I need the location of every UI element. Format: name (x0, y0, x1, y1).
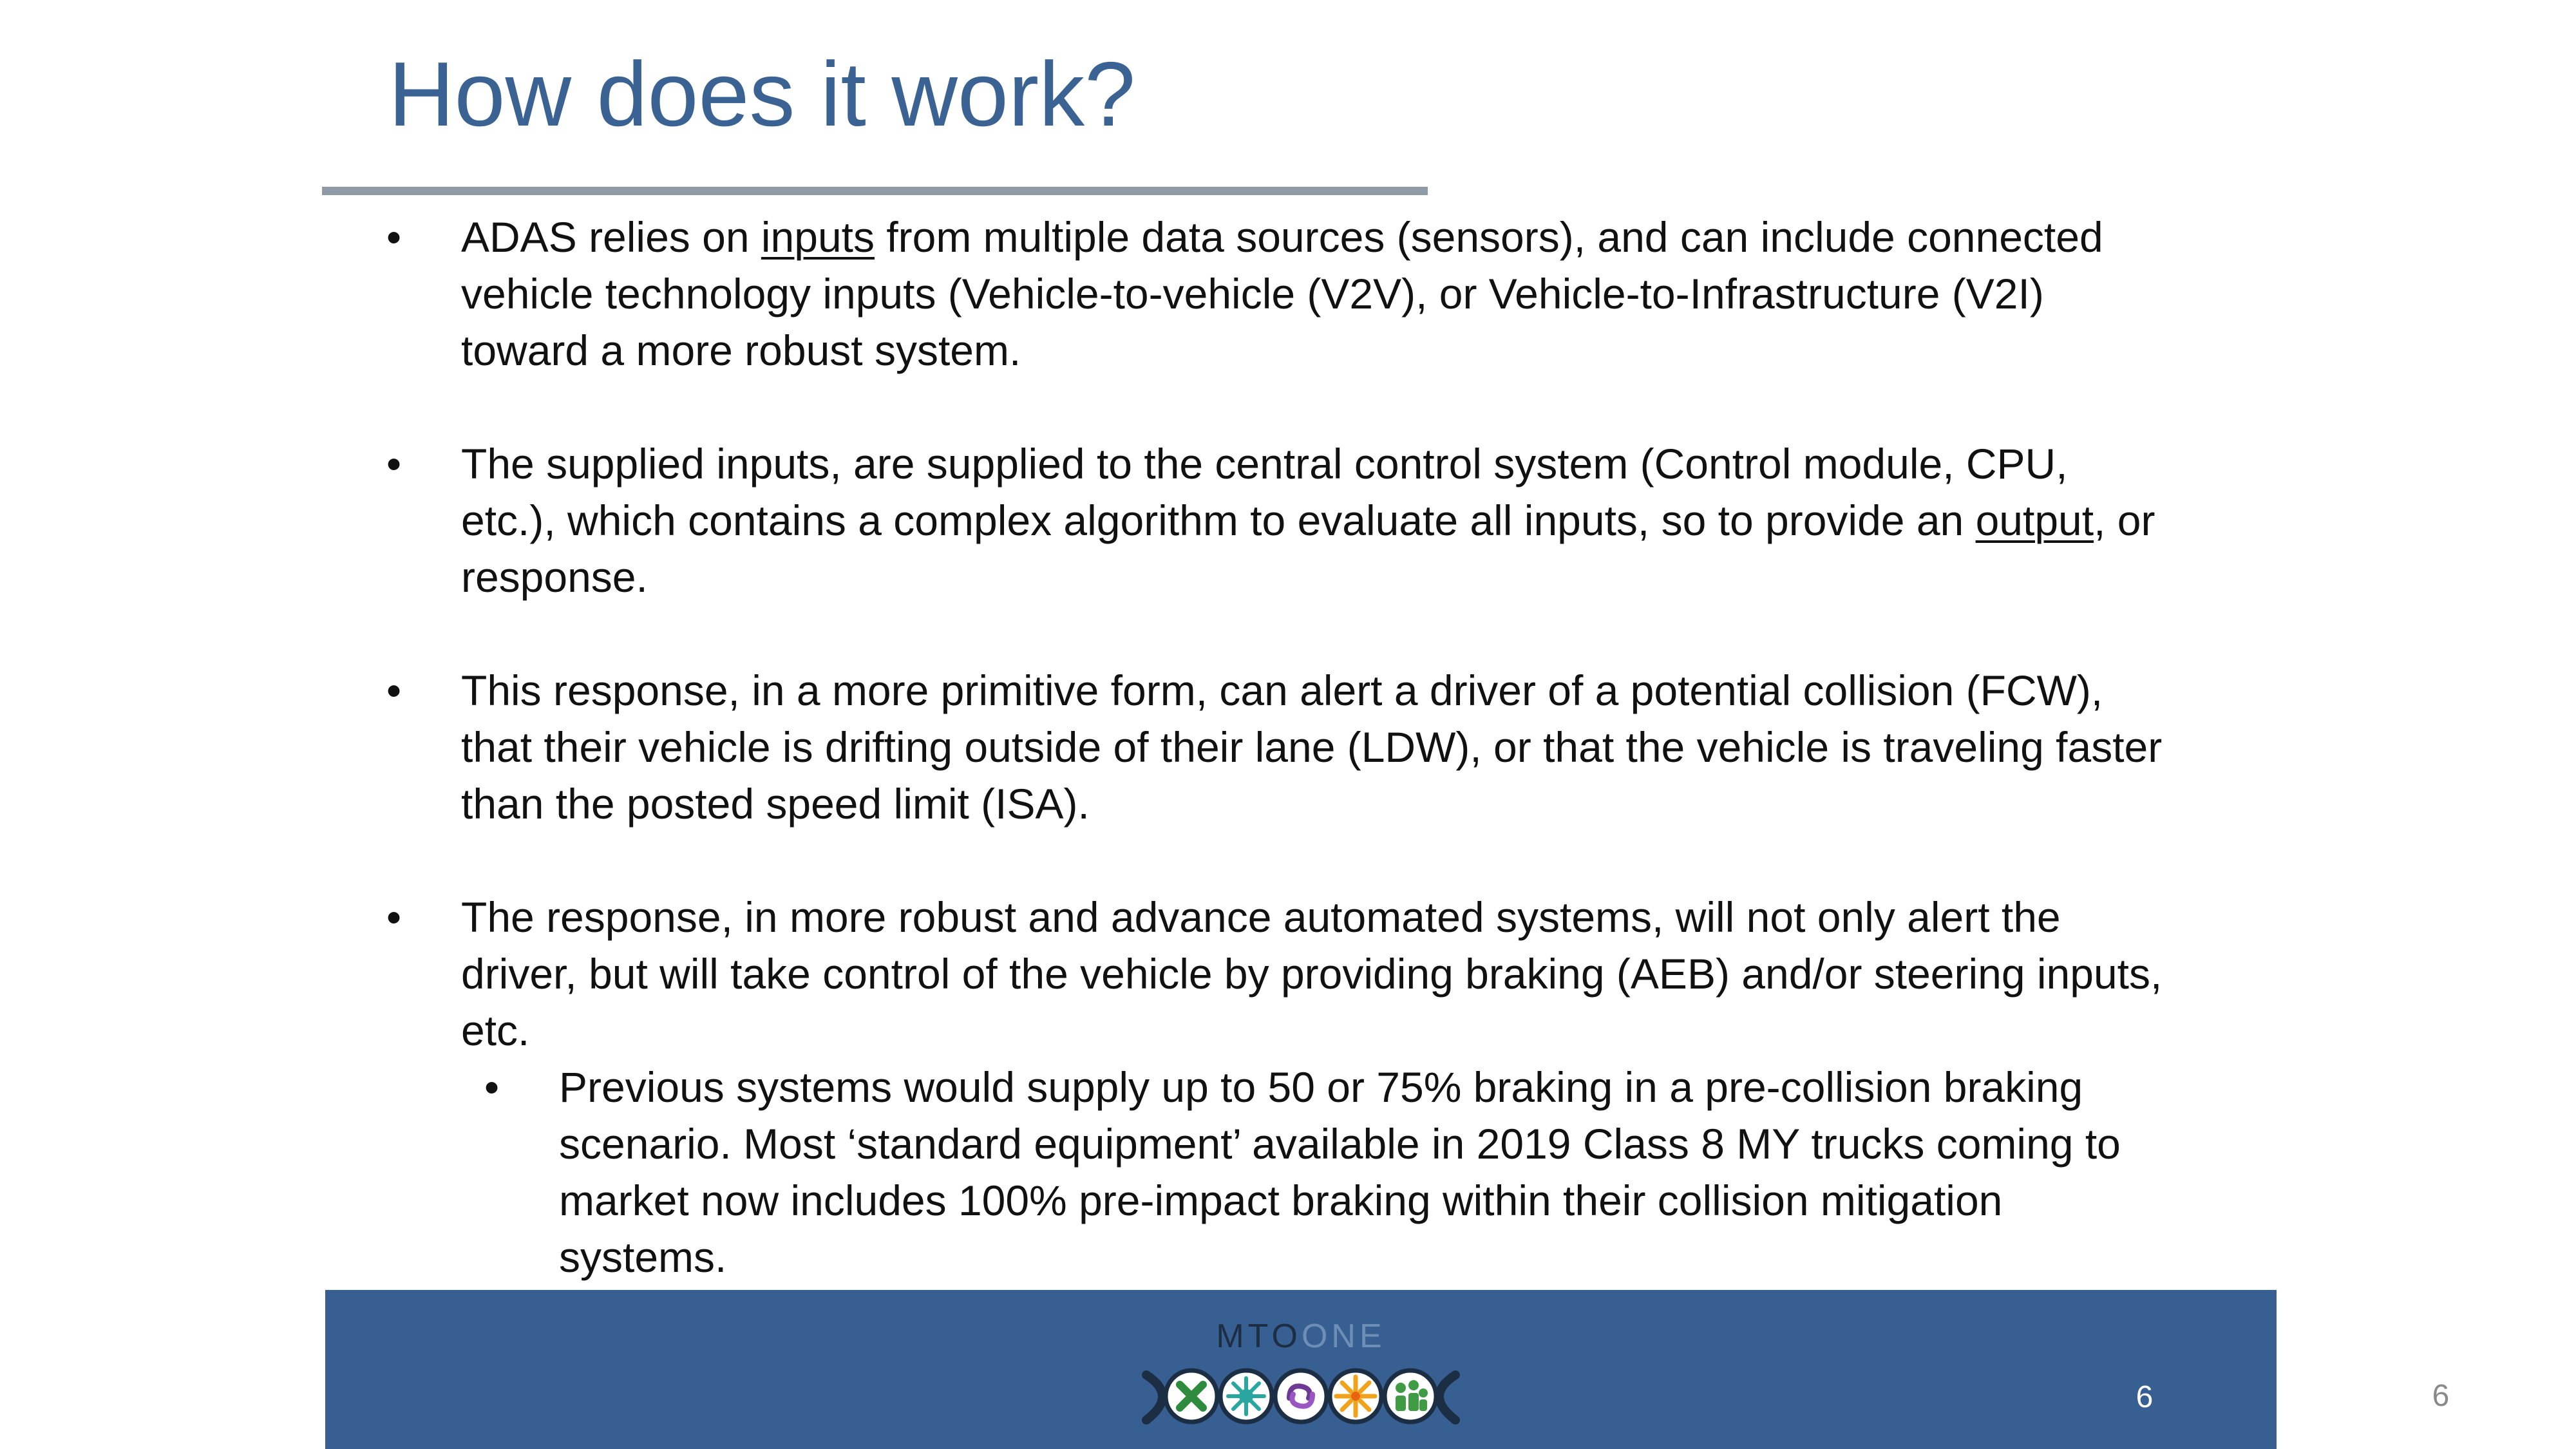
bullet-text: The supplied inputs, are supplied to the central control system (Control module, CPU, etc.), which contains a complex algorithm to evaluate all inputs, so to provide an (461, 440, 2068, 544)
logo-circle-1-icon (1166, 1370, 1217, 1422)
title-divider (322, 187, 1428, 195)
bullet-text: This response, in a more primitive form, can alert a driver of a potential collision (FCW), that their vehicle is drifting outside of their lane (LDW), or that the vehicle is traveling faster than the posted speed limit (ISA). (461, 667, 2163, 828)
bullet-icon: • (386, 667, 402, 714)
footer-page-number: 6 (2136, 1380, 2154, 1414)
logo-text-mto: MTO (1216, 1318, 1302, 1355)
slide-title: How does it work? (388, 43, 1136, 146)
bullet-icon: • (386, 440, 402, 488)
bullet-item (386, 662, 2164, 832)
bullet-text: from multiple data sources (sensors), and can include connected vehicle technology inputs (Vehicle-to-vehicle (V2V), or Vehicle-to-Infrastructure (V2I) toward a more robust system. (461, 213, 2103, 374)
sub-bullet-text: Previous systems would supply up to 50 or 75% braking in a pre-collision braking scenario. Most ‘standard equipment’ available in 2019 Class 8 MY trucks coming to market now includes 100% pre-impact braking within their collision mitigation systems. (559, 1063, 2121, 1281)
logo-emblem-icon (1140, 1362, 1462, 1430)
bullet-item (386, 435, 2164, 605)
slide-number: 6 (2432, 1379, 2450, 1413)
bullet-icon: • (386, 213, 402, 261)
bullet-icon: • (484, 1063, 500, 1111)
logo-circle-3-icon (1275, 1370, 1327, 1422)
bullet-list (386, 209, 2164, 1285)
bullet-text: ADAS relies on (461, 213, 761, 261)
logo-wordmark (1140, 1317, 1462, 1356)
bullet-icon: • (386, 893, 402, 941)
logo-circle-2-icon (1220, 1370, 1272, 1422)
logo-circle-4-icon (1330, 1370, 1381, 1422)
bullet-item (386, 209, 2164, 379)
bullet-text: The response, in more robust and advance automated systems, will not only alert the driver, but will take control of the vehicle by providing braking (AEB) and/or steering inputs, etc. (461, 893, 2163, 1054)
sub-bullet-list (461, 1059, 2164, 1285)
bullet-text: , or response. (461, 497, 2155, 601)
sub-bullet-item (461, 1059, 2164, 1285)
logo-text-one: ONE (1301, 1318, 1386, 1355)
bullet-item (386, 889, 2164, 1285)
logo-circle-5-icon (1385, 1370, 1436, 1422)
underlined-term-inputs: inputs (761, 213, 875, 261)
mto-one-logo (1140, 1317, 1462, 1433)
underlined-term-output: output (1975, 497, 2094, 544)
